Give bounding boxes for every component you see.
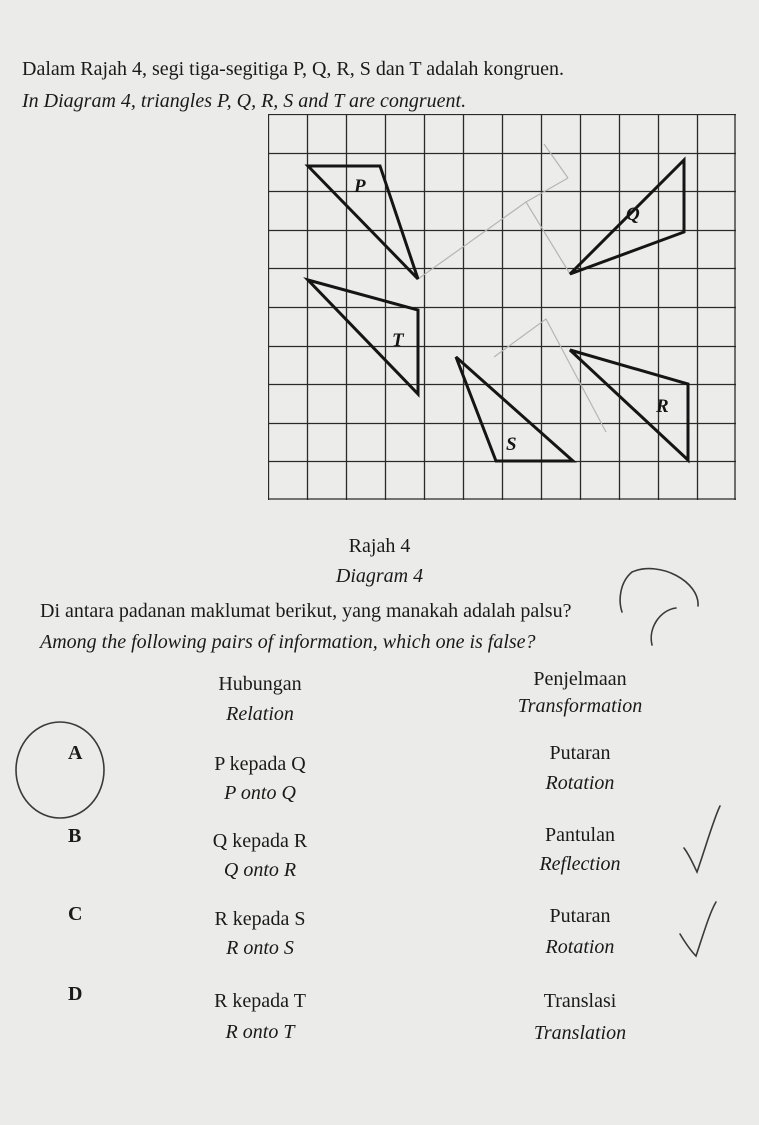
relation-header-english: Relation [226, 703, 294, 725]
transformation-header-english: Transformation [517, 695, 643, 717]
prompt-english: Among the following pairs of information, which one is false? [40, 631, 536, 653]
option-d-transformation-malay: Translasi [543, 990, 617, 1012]
tick-option-b [684, 806, 720, 872]
option-a-relation-english: P onto Q [224, 782, 296, 804]
diagram-caption-english: Diagram 4 [335, 565, 424, 587]
question-malay: Dalam Rajah 4, segi tiga-segitiga P, Q, R, S dan T adalah kongruen. [22, 58, 564, 80]
option-b-relation-malay: Q kepada R [212, 830, 308, 852]
label-s: S [506, 434, 517, 455]
tick-option-c [680, 902, 716, 956]
option-a-transformation-english: Rotation [545, 772, 615, 794]
option-b-relation-english: Q onto R [223, 859, 297, 881]
option-d-transformation-english: Translation [533, 1022, 627, 1044]
question-english: In Diagram 4, triangles P, Q, R, S and T are congruent. [22, 90, 467, 112]
option-c-letter[interactable]: C [68, 903, 83, 925]
option-b-transformation-english: Reflection [539, 853, 621, 875]
diagram-4 [268, 114, 736, 500]
label-t: T [392, 330, 404, 351]
option-b-transformation-malay: Pantulan [545, 824, 615, 846]
label-r: R [656, 396, 669, 417]
label-q: Q [626, 204, 640, 225]
option-a-transformation-malay: Putaran [549, 742, 611, 764]
option-a-relation-malay: P kepada Q [214, 753, 306, 775]
diagram-caption-malay: Rajah 4 [348, 535, 411, 557]
option-c-transformation-english: Rotation [545, 936, 615, 958]
circle-option-a [16, 722, 104, 818]
option-d-relation-english: R onto T [225, 1021, 295, 1043]
option-c-relation-malay: R kepada S [214, 908, 306, 930]
option-d-relation-malay: R kepada T [214, 990, 306, 1012]
grid-diagram [268, 114, 736, 500]
option-a-letter[interactable]: A [68, 742, 83, 764]
option-d-letter[interactable]: D [68, 983, 83, 1005]
option-b-letter[interactable]: B [68, 825, 82, 847]
option-c-transformation-malay: Putaran [549, 905, 611, 927]
option-c-relation-english: R onto S [226, 937, 294, 959]
prompt-malay: Di antara padanan maklumat berikut, yang manakah adalah palsu? [40, 600, 572, 622]
relation-header-malay: Hubungan [218, 673, 302, 695]
label-p: P [354, 176, 366, 197]
transformation-header-malay: Penjelmaan [533, 668, 627, 690]
circle-false [651, 608, 676, 645]
